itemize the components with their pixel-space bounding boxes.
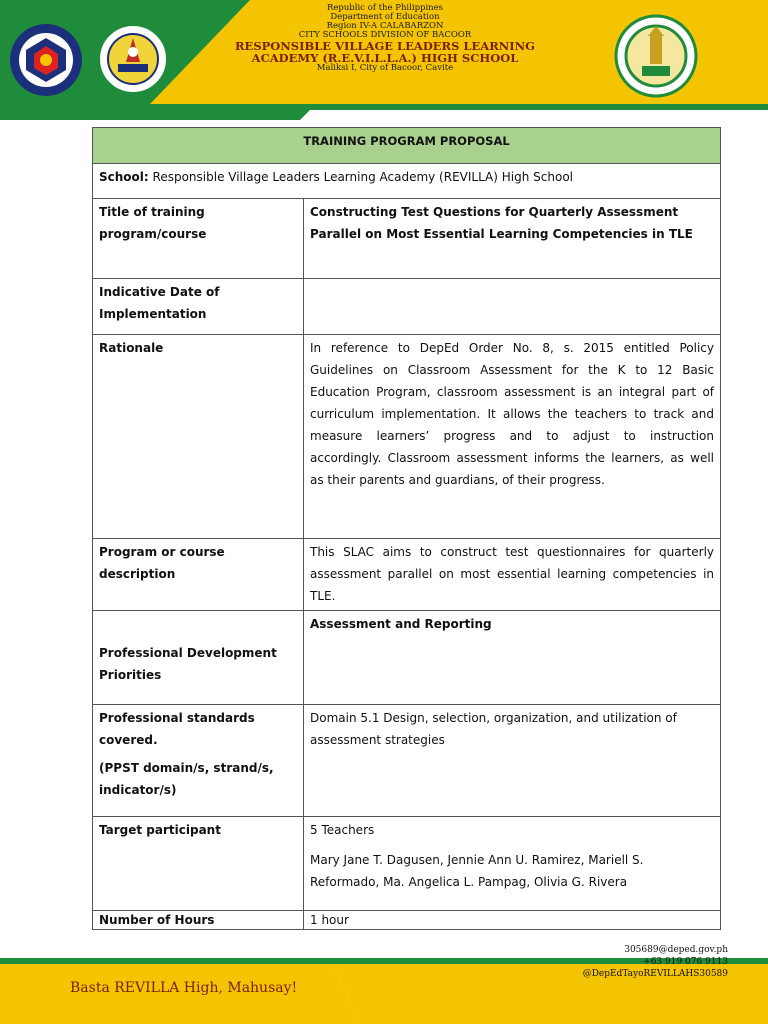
school-seal-icon (614, 14, 698, 98)
republic-line: Republic of the Philippines (326, 3, 444, 13)
training-proposal-table (92, 127, 721, 930)
deped-seal-icon (8, 22, 84, 98)
letterhead-text (220, 4, 550, 73)
school-value: Responsible Village Leaders Learning Academy (REVILLA) High School (152, 170, 573, 184)
target-label: Target participant (93, 817, 304, 911)
date-value (304, 279, 721, 335)
school-row (93, 164, 721, 199)
division-line: CITY SCHOOLS DIVISION OF BACOOR (298, 29, 472, 40)
letterhead (0, 0, 768, 120)
school-label: School: (99, 170, 149, 184)
school-address: Maliksi I, City of Bacoor, Cavite (316, 62, 454, 73)
standards-label: Professional standards covered. (99, 711, 255, 747)
description-value: This SLAC aims to construct test questionnaires for quarterly assessment parallel on most essential learning competencies in TLE. (304, 539, 721, 611)
contact-social: @DepEdTayoREVILLAHS30589 (582, 969, 728, 979)
description-label: Program or course description (93, 539, 304, 611)
region-line: Region IV-A CALABARZON (326, 20, 444, 31)
school-slogan: Basta REVILLA High, Mahusay! (70, 980, 298, 996)
form-title: TRAINING PROGRAM PROPOSAL (93, 128, 721, 164)
standards-cell (93, 705, 304, 817)
standards-value: Domain 5.1 Design, selection, organization, and utilization of assessment strategies (304, 705, 721, 817)
school-name-line1: RESPONSIBLE VILLAGE LEADERS LEARNING (235, 38, 535, 53)
school-name-line2: ACADEMY (R.E.V.I.L.L.A.) HIGH SCHOOL (251, 50, 519, 65)
priorities-label: Professional Development Priorities (93, 611, 304, 705)
target-cell (304, 817, 721, 911)
date-label: Indicative Date of Implementation (93, 279, 304, 335)
letterhead-footer (0, 930, 768, 1024)
target-count: 5 Teachers (310, 823, 375, 837)
contact-block (583, 944, 728, 980)
standards-sub-label: (PPST domain/s, strand/s, indicator/s) (99, 761, 274, 797)
department-line: Department of Education (330, 11, 440, 22)
division-seal-icon (96, 22, 170, 96)
rationale-value: In reference to DepEd Order No. 8, s. 2015 entitled Policy Guidelines on Classroom Assessment for the K to 12 Basic Education Program, classroom assessment is an integral part of curriculum implementation. It allows the teachers to track and measure learners’ progress and to adjust to instruction accordingly. Classroom assessment informs the learners, as well as their parents and guardians, of their progress. (304, 335, 721, 539)
contact-email: 305689@deped.gov.ph (624, 945, 728, 955)
hours-label: Number of Hours (93, 911, 304, 930)
title-value: Constructing Test Questions for Quarterly Assessment Parallel on Most Essential Learning Competencies in TLE (304, 199, 721, 279)
rationale-label: Rationale (93, 335, 304, 539)
contact-phone: +63 919 076 9113 (643, 957, 728, 967)
hours-value: 1 hour (304, 911, 721, 930)
target-names: Mary Jane T. Dagusen, Jennie Ann U. Ramirez, Mariell S. Reformado, Ma. Angelica L. Pampag, Olivia G. Rivera (310, 853, 644, 889)
priorities-value: Assessment and Reporting (304, 611, 721, 705)
title-label: Title of training program/course (93, 199, 304, 279)
